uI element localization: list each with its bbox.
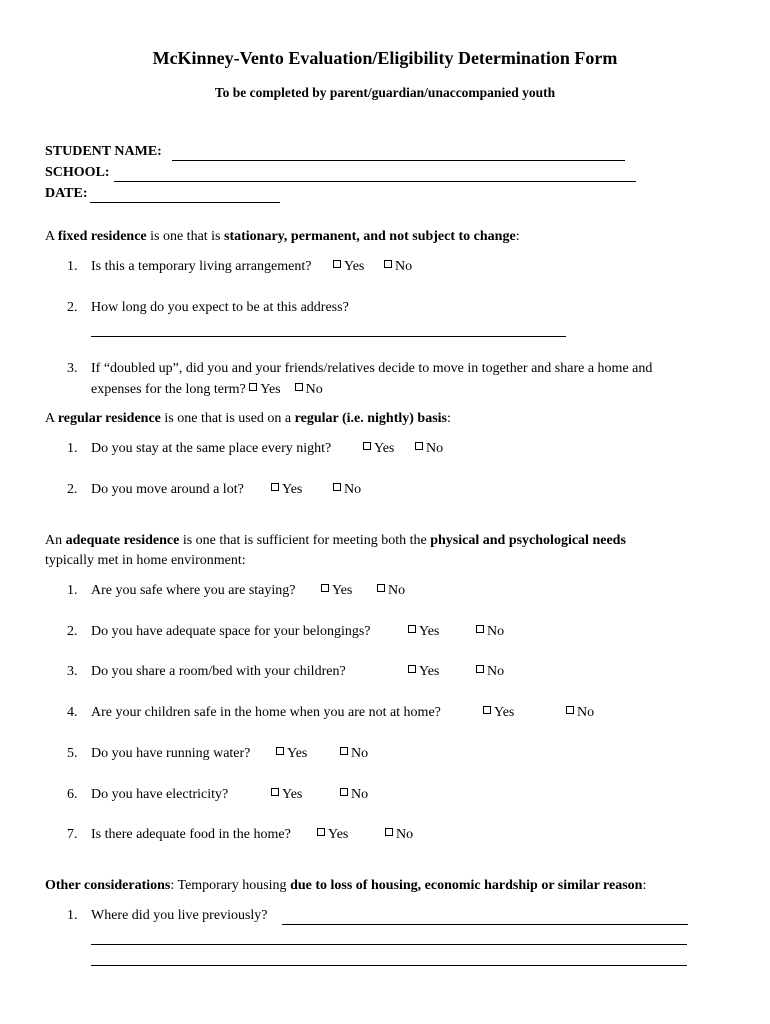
no-label: No <box>388 583 406 598</box>
fixed-residence-intro: A fixed residence is one that is stationary, permanent, and not subject to change: <box>45 229 520 244</box>
question-text: Where did you live previously? <box>91 908 268 923</box>
yes-option[interactable] <box>483 705 514 721</box>
yes-label: Yes <box>494 705 515 720</box>
checkbox-icon[interactable] <box>333 483 341 491</box>
checkbox-icon[interactable] <box>295 383 303 391</box>
question-number: 1. <box>67 259 78 274</box>
checkbox-icon[interactable] <box>321 584 329 592</box>
checkbox-icon[interactable] <box>363 442 371 450</box>
question-number: 5. <box>67 746 78 761</box>
no-label: No <box>351 787 369 802</box>
regular-residence-intro: A regular residence is one that is used on a regular (i.e. nightly) basis: <box>45 411 451 426</box>
no-option[interactable] <box>476 624 504 640</box>
yes-option[interactable] <box>271 787 302 803</box>
question-text: How long do you expect to be at this address? <box>91 300 349 315</box>
question-text: Do you stay at the same place every night? <box>91 441 332 456</box>
checkbox-icon[interactable] <box>385 828 393 836</box>
no-label: No <box>396 827 414 842</box>
checkbox-icon[interactable] <box>483 706 491 714</box>
yes-option[interactable] <box>321 583 352 599</box>
student-name-label: STUDENT NAME: <box>45 144 162 159</box>
checkbox-icon[interactable] <box>408 665 416 673</box>
answer-line[interactable] <box>282 924 688 925</box>
checkbox-icon[interactable] <box>340 747 348 755</box>
no-label: No <box>487 624 505 639</box>
question-number: 6. <box>67 787 78 802</box>
no-option[interactable]: No <box>415 441 443 457</box>
checkbox-icon[interactable] <box>476 625 484 633</box>
question-number: 2. <box>67 482 78 497</box>
question-number: 1. <box>67 583 78 598</box>
checkbox-icon[interactable] <box>317 828 325 836</box>
yes-option[interactable]: Yes <box>363 441 394 457</box>
question-text: Do you have running water? <box>91 746 251 761</box>
yes-option[interactable] <box>317 827 348 843</box>
no-label: No <box>487 664 505 679</box>
question-number: 7. <box>67 827 78 842</box>
yes-label: Yes <box>287 746 308 761</box>
checkbox-icon[interactable] <box>333 260 341 268</box>
question-number: 4. <box>67 705 78 720</box>
checkbox-icon[interactable] <box>271 788 279 796</box>
yes-option[interactable]: Yes <box>333 259 364 275</box>
question-number: 2. <box>67 624 78 639</box>
yes-option[interactable]: Yes <box>249 382 280 397</box>
adequate-residence-intro-line2: typically met in home environment: <box>45 553 246 568</box>
checkbox-icon[interactable] <box>249 383 257 391</box>
checkbox-icon[interactable] <box>408 625 416 633</box>
school-label: SCHOOL: <box>45 165 110 180</box>
no-label: No <box>577 705 595 720</box>
checkbox-icon[interactable] <box>340 788 348 796</box>
question-text: Do you move around a lot? <box>91 482 244 497</box>
no-label: No <box>351 746 369 761</box>
question-text: If “doubled up”, did you and your friends/relatives decide to move in together and share a home and <box>91 361 653 376</box>
answer-line[interactable] <box>91 944 687 945</box>
checkbox-icon[interactable] <box>384 260 392 268</box>
checkbox-icon[interactable] <box>276 747 284 755</box>
question-text: Are you safe where you are staying? <box>91 583 296 598</box>
answer-line[interactable] <box>91 336 566 337</box>
yes-option[interactable] <box>276 746 307 762</box>
no-option[interactable] <box>340 746 368 762</box>
yes-label: Yes <box>419 624 440 639</box>
no-option[interactable]: No <box>384 259 412 275</box>
yes-option[interactable] <box>408 664 439 680</box>
yes-label: Yes <box>328 827 349 842</box>
page-title: McKinney-Vento Evaluation/Eligibility Determination Form <box>152 48 618 68</box>
question-number: 3. <box>67 664 78 679</box>
no-option[interactable] <box>476 664 504 680</box>
other-considerations-intro: Other considerations: Temporary housing due to loss of housing, economic hardship or similar reason: <box>45 878 647 893</box>
date-label: DATE: <box>45 186 88 201</box>
question-text: Do you have adequate space for your belongings? <box>91 624 371 639</box>
no-option[interactable] <box>566 705 594 721</box>
question-text: Do you have electricity? <box>91 787 229 802</box>
yes-label: Yes <box>332 583 353 598</box>
no-option[interactable] <box>340 787 368 803</box>
adequate-residence-intro: An adequate residence is one that is sufficient for meeting both the physical and psychological needs <box>45 533 626 548</box>
answer-line[interactable] <box>91 965 687 966</box>
question-text: Do you share a room/bed with your children? <box>91 664 346 679</box>
checkbox-icon[interactable] <box>415 442 423 450</box>
checkbox-icon[interactable] <box>377 584 385 592</box>
checkbox-icon[interactable] <box>566 706 574 714</box>
question-number: 1. <box>67 441 78 456</box>
question-text: Is there adequate food in the home? <box>91 827 291 842</box>
checkbox-icon[interactable] <box>476 665 484 673</box>
yes-option[interactable] <box>408 624 439 640</box>
no-option[interactable] <box>385 827 413 843</box>
student-name-line[interactable] <box>172 160 625 161</box>
no-option[interactable] <box>377 583 405 599</box>
yes-option[interactable]: Yes <box>271 482 302 498</box>
question-number: 3. <box>67 361 78 376</box>
school-line[interactable] <box>114 181 636 182</box>
checkbox-icon[interactable] <box>271 483 279 491</box>
question-text: Are your children safe in the home when you are not at home? <box>91 705 441 720</box>
no-option[interactable]: No <box>295 382 323 397</box>
question-text: Is this a temporary living arrangement? <box>91 259 312 274</box>
date-line[interactable] <box>90 202 280 203</box>
question-text-line2: expenses for the long term? Yes No <box>91 382 323 397</box>
no-option[interactable]: No <box>333 482 361 498</box>
yes-label: Yes <box>282 787 303 802</box>
page-subtitle: To be completed by parent/guardian/unaccompanied youth <box>214 85 556 100</box>
yes-label: Yes <box>419 664 440 679</box>
question-number: 1. <box>67 908 78 923</box>
question-number: 2. <box>67 300 78 315</box>
